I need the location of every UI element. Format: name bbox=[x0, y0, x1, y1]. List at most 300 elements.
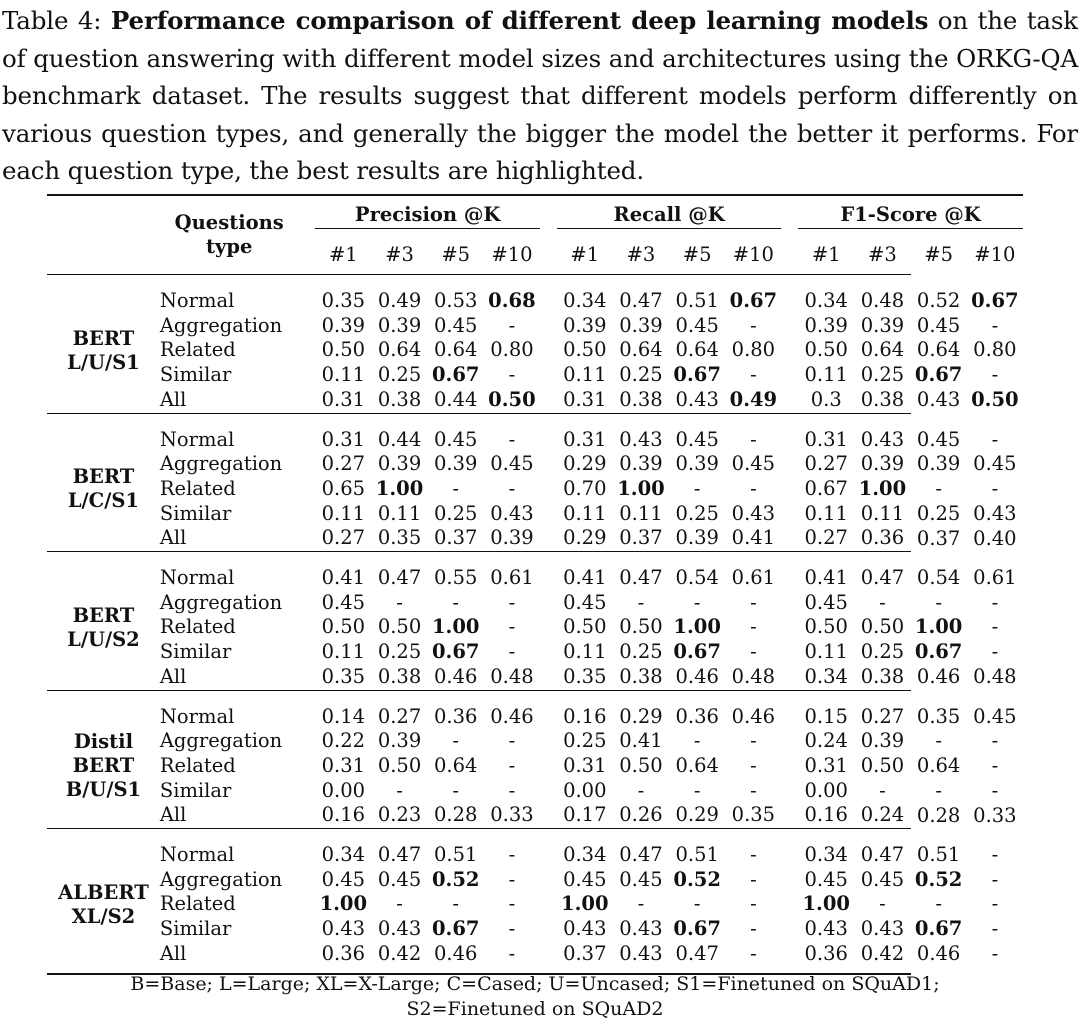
group-spacer bbox=[47, 552, 1023, 567]
value-cell: 0.25 bbox=[377, 363, 422, 387]
value-cell: 0.46 bbox=[675, 664, 719, 688]
value-cell: 0.14 bbox=[321, 704, 366, 728]
value-cell: 0.25 bbox=[619, 363, 663, 387]
value-cell: 0.47 bbox=[619, 843, 663, 867]
value-cell: 0.50 bbox=[377, 615, 422, 639]
value-cell: 0.50 bbox=[488, 387, 536, 411]
k-header: #10 bbox=[491, 242, 533, 266]
group-rule bbox=[47, 690, 911, 705]
value-cell: - bbox=[991, 313, 999, 337]
value-cell: 0.36 bbox=[804, 941, 848, 965]
value-cell: 1.00 bbox=[375, 476, 424, 500]
value-cell: - bbox=[693, 476, 701, 500]
value-cell: 0.50 bbox=[860, 615, 905, 639]
value-cell: 0.46 bbox=[434, 941, 478, 965]
value-cell: 0.31 bbox=[321, 387, 366, 411]
value-cell: 1.00 bbox=[561, 892, 609, 916]
value-cell: 0.43 bbox=[619, 941, 663, 965]
value-cell: 0.25 bbox=[377, 640, 422, 664]
column-gap bbox=[540, 843, 557, 868]
column-gap bbox=[540, 338, 557, 363]
column-gap bbox=[299, 917, 316, 942]
column-gap bbox=[299, 452, 316, 477]
column-gap bbox=[540, 917, 557, 942]
value-cell: 0.47 bbox=[860, 843, 905, 867]
value-cell: 0.43 bbox=[804, 917, 848, 941]
f1-header bbox=[798, 195, 1023, 236]
value-cell: 0.46 bbox=[916, 941, 961, 965]
value-cell: 0.43 bbox=[563, 917, 607, 941]
value-cell: 0.52 bbox=[916, 289, 961, 312]
column-gap bbox=[540, 452, 557, 477]
value-cell: 0.67 bbox=[673, 640, 721, 664]
k-header: #3 bbox=[626, 242, 656, 266]
value-cell: 0.35 bbox=[321, 289, 366, 312]
value-cell: 0.53 bbox=[434, 289, 478, 312]
value-cell: 0.11 bbox=[804, 501, 848, 525]
value-cell: 0.67 bbox=[804, 476, 848, 500]
column-gap bbox=[540, 729, 557, 754]
table-row bbox=[47, 502, 1023, 527]
value-cell: - bbox=[396, 590, 403, 614]
value-cell: - bbox=[508, 427, 516, 451]
group-rule bbox=[47, 552, 911, 567]
column-gap bbox=[781, 843, 798, 868]
value-cell: 0.67 bbox=[914, 917, 963, 941]
value-cell: - bbox=[991, 778, 999, 802]
model-name: BERT L/U/S2 bbox=[67, 603, 140, 651]
value-cell: 0.50 bbox=[563, 338, 607, 362]
value-cell: 0.24 bbox=[804, 729, 848, 753]
value-cell: 0.39 bbox=[860, 729, 905, 753]
value-cell: 0.50 bbox=[377, 753, 422, 777]
value-cell: 0.50 bbox=[804, 615, 848, 639]
value-cell: 0.54 bbox=[675, 566, 719, 590]
question-type-cell: Related bbox=[159, 338, 236, 362]
column-gap bbox=[299, 640, 316, 665]
value-cell: 0.25 bbox=[860, 640, 905, 664]
column-gap bbox=[299, 754, 316, 779]
value-cell: - bbox=[991, 917, 999, 941]
value-cell: 0.27 bbox=[321, 452, 366, 476]
value-cell: - bbox=[935, 729, 942, 753]
value-cell: 0.64 bbox=[675, 753, 719, 777]
column-gap bbox=[781, 289, 798, 314]
column-gap bbox=[540, 289, 557, 314]
value-cell: 0.67 bbox=[431, 363, 480, 387]
value-cell: 0.50 bbox=[860, 753, 905, 777]
column-gap bbox=[540, 236, 557, 275]
column-gap bbox=[781, 236, 798, 275]
column-gap bbox=[781, 338, 798, 363]
value-cell: 0.50 bbox=[619, 615, 663, 639]
value-cell: 0.67 bbox=[673, 917, 721, 941]
value-cell: 0.43 bbox=[377, 917, 422, 941]
value-cell: 0.11 bbox=[804, 640, 848, 664]
table-caption bbox=[2, 2, 1078, 190]
value-cell: 0.39 bbox=[619, 313, 663, 337]
model-name: BERT L/U/S1 bbox=[67, 326, 140, 374]
value-cell: 1.00 bbox=[858, 476, 907, 500]
group-spacer bbox=[47, 829, 1023, 844]
value-cell: - bbox=[991, 640, 999, 664]
value-cell: 0.52 bbox=[431, 867, 480, 891]
column-gap bbox=[781, 665, 798, 690]
table-row bbox=[47, 363, 1023, 388]
footnote-line-1: B=Base; L=Large; XL=X-Large; C=Cased; U=Uncased; S1=Finetuned on SQuAD1; bbox=[130, 973, 940, 995]
column-gap bbox=[299, 477, 316, 502]
column-gap bbox=[299, 338, 316, 363]
value-cell: 0.43 bbox=[973, 501, 1017, 525]
value-cell: 0.64 bbox=[916, 753, 961, 777]
value-cell: - bbox=[991, 892, 999, 916]
value-cell: 0.43 bbox=[860, 427, 905, 451]
value-cell: 0.43 bbox=[916, 388, 961, 412]
value-cell: 0.39 bbox=[619, 452, 663, 476]
results-table bbox=[47, 194, 1023, 975]
value-cell: - bbox=[991, 941, 999, 965]
column-gap bbox=[299, 236, 316, 275]
value-cell: 0.39 bbox=[675, 526, 719, 550]
column-gap bbox=[781, 754, 798, 779]
value-cell: 0.11 bbox=[321, 640, 366, 664]
question-type-cell: All bbox=[159, 526, 187, 550]
value-cell: 0.24 bbox=[860, 803, 905, 827]
table-row bbox=[47, 754, 1023, 779]
question-type-cell: Normal bbox=[159, 566, 235, 590]
value-cell: 0.45 bbox=[434, 313, 478, 337]
value-cell: 0.48 bbox=[731, 664, 776, 688]
value-cell: - bbox=[750, 843, 757, 867]
value-cell: 0.50 bbox=[619, 753, 663, 777]
table-row bbox=[47, 942, 1023, 967]
value-cell: 0.54 bbox=[916, 566, 961, 590]
value-cell: 0.38 bbox=[860, 387, 905, 411]
value-cell: - bbox=[750, 363, 757, 387]
value-cell: 0.31 bbox=[804, 427, 848, 451]
column-gap bbox=[781, 502, 798, 527]
value-cell: 0.41 bbox=[731, 526, 776, 550]
value-cell: - bbox=[508, 615, 516, 639]
question-type-header: Questions type bbox=[160, 195, 299, 275]
table-row bbox=[47, 452, 1023, 477]
value-cell: 0.25 bbox=[675, 501, 719, 525]
column-gap bbox=[299, 779, 316, 804]
value-cell: 0.36 bbox=[675, 704, 719, 728]
value-cell: - bbox=[508, 941, 516, 965]
value-cell: - bbox=[750, 729, 757, 753]
question-type-cell: Similar bbox=[159, 640, 232, 664]
question-type-cell: Similar bbox=[159, 363, 232, 387]
value-cell: 0.80 bbox=[731, 338, 776, 362]
value-cell: 0.25 bbox=[860, 363, 905, 387]
value-cell: 0.47 bbox=[860, 566, 905, 590]
column-gap bbox=[299, 363, 316, 388]
value-cell: - bbox=[879, 892, 886, 916]
value-cell: 0.67 bbox=[431, 640, 480, 664]
footnote-line-2: S2=Finetuned on SQuAD2 bbox=[406, 998, 664, 1020]
value-cell: 0.41 bbox=[563, 566, 607, 590]
value-cell: 0.38 bbox=[619, 387, 663, 411]
value-cell: 0.16 bbox=[563, 704, 607, 728]
value-cell: - bbox=[508, 476, 516, 500]
question-type-cell: Normal bbox=[159, 427, 235, 451]
value-cell: 0.34 bbox=[321, 843, 366, 867]
value-cell: - bbox=[750, 476, 757, 500]
caption-rest: on the task of question answering with different model sizes and architectures using the ORKG-QA benchmark dataset. The results suggest that different models perform differently on various question types, and generally the bigger the model the better it performs. For each question type, the best results are highlighted. bbox=[2, 6, 1079, 185]
value-cell: 0.44 bbox=[377, 427, 422, 451]
table-row bbox=[47, 868, 1023, 893]
caption-bold: Performance comparison of different deep learning models bbox=[110, 6, 929, 35]
question-type-cell: Related bbox=[159, 615, 236, 639]
question-type-cell: Normal bbox=[159, 843, 235, 867]
value-cell: 0.27 bbox=[377, 704, 422, 728]
value-cell: 0.46 bbox=[916, 665, 961, 689]
value-cell: 0.67 bbox=[914, 640, 963, 664]
value-cell: - bbox=[750, 640, 757, 664]
value-cell: - bbox=[991, 427, 999, 451]
table-row bbox=[47, 289, 1023, 314]
value-cell: 0.37 bbox=[619, 526, 663, 550]
value-cell: 0.39 bbox=[916, 452, 961, 476]
value-cell: 0.45 bbox=[804, 867, 848, 891]
value-cell: 0.45 bbox=[860, 867, 905, 891]
question-type-cell: Related bbox=[159, 476, 236, 500]
value-cell: 0.47 bbox=[619, 566, 663, 590]
group-spacer bbox=[47, 275, 1023, 290]
header-spacer bbox=[47, 236, 160, 275]
column-gap bbox=[540, 779, 557, 804]
column-gap bbox=[540, 591, 557, 616]
column-gap bbox=[781, 477, 798, 502]
column-gap bbox=[781, 942, 798, 967]
value-cell: 0.61 bbox=[490, 566, 534, 590]
value-cell: 0.67 bbox=[729, 289, 778, 312]
table-row bbox=[47, 892, 1023, 917]
column-gap bbox=[540, 566, 557, 591]
group-rule bbox=[47, 829, 911, 844]
value-cell: 0.39 bbox=[377, 313, 422, 337]
value-cell: 0.45 bbox=[973, 704, 1017, 728]
value-cell: 1.00 bbox=[617, 476, 665, 500]
precision-header-label: Precision @K bbox=[315, 203, 540, 229]
column-gap bbox=[299, 314, 316, 339]
value-cell: 0.68 bbox=[488, 289, 536, 312]
value-cell: 0.45 bbox=[619, 867, 663, 891]
value-cell: 0.64 bbox=[377, 338, 422, 362]
value-cell: - bbox=[750, 778, 757, 802]
value-cell: 0.80 bbox=[490, 338, 534, 362]
value-cell: 0.52 bbox=[914, 867, 963, 891]
value-cell: 0.45 bbox=[321, 590, 366, 614]
value-cell: - bbox=[991, 615, 999, 639]
table-row bbox=[47, 803, 1023, 828]
table-row bbox=[47, 338, 1023, 363]
value-cell: 0.11 bbox=[563, 501, 607, 525]
value-cell: 0.25 bbox=[563, 729, 607, 753]
value-cell: 0.43 bbox=[675, 387, 719, 411]
table-row bbox=[47, 917, 1023, 942]
value-cell: - bbox=[991, 476, 999, 500]
question-type-cell: All bbox=[159, 941, 187, 965]
value-cell: - bbox=[508, 867, 516, 891]
value-cell: - bbox=[508, 590, 516, 614]
column-gap bbox=[299, 665, 316, 690]
group-rule bbox=[47, 275, 911, 290]
value-cell: 0.43 bbox=[490, 501, 534, 525]
column-gap bbox=[540, 526, 557, 551]
value-cell: - bbox=[750, 590, 757, 614]
value-cell: - bbox=[508, 363, 516, 387]
value-cell: 0.64 bbox=[619, 338, 663, 362]
table-row bbox=[47, 591, 1023, 616]
value-cell: 0.39 bbox=[490, 526, 534, 550]
value-cell: 0.45 bbox=[377, 867, 422, 891]
question-type-cell: Aggregation bbox=[159, 867, 283, 891]
value-cell: - bbox=[452, 590, 460, 614]
value-cell: 0.45 bbox=[731, 452, 776, 476]
column-gap bbox=[781, 615, 798, 640]
value-cell: 0.55 bbox=[434, 566, 478, 590]
value-cell: - bbox=[452, 778, 460, 802]
k-header: #1 bbox=[570, 242, 600, 266]
value-cell: 0.41 bbox=[619, 729, 663, 753]
question-type-cell: All bbox=[159, 664, 187, 688]
value-cell: - bbox=[693, 729, 701, 753]
value-cell: 0.64 bbox=[675, 338, 719, 362]
column-gap bbox=[540, 942, 557, 967]
value-cell: - bbox=[693, 892, 701, 916]
column-gap bbox=[540, 665, 557, 690]
column-gap bbox=[299, 289, 316, 314]
value-cell: - bbox=[991, 590, 999, 614]
value-cell: 1.00 bbox=[431, 615, 480, 639]
value-cell: 0.45 bbox=[804, 590, 848, 614]
column-gap bbox=[540, 388, 557, 413]
value-cell: 0.39 bbox=[563, 313, 607, 337]
value-cell: 0.28 bbox=[434, 803, 478, 827]
value-cell: 0.47 bbox=[619, 289, 663, 312]
results-table-wrapper bbox=[47, 194, 1023, 975]
value-cell: 0.43 bbox=[321, 917, 366, 941]
question-type-cell: Related bbox=[159, 753, 236, 777]
k-header: #3 bbox=[385, 242, 414, 266]
value-cell: - bbox=[750, 892, 757, 916]
group-spacer bbox=[47, 413, 1023, 428]
value-cell: - bbox=[879, 778, 886, 802]
value-cell: 0.23 bbox=[377, 803, 422, 827]
value-cell: 0.45 bbox=[973, 452, 1017, 476]
value-cell: - bbox=[991, 843, 999, 867]
value-cell: 0.45 bbox=[563, 867, 607, 891]
value-cell: 0.39 bbox=[860, 452, 905, 476]
value-cell: 0.51 bbox=[916, 843, 961, 867]
table-row bbox=[47, 388, 1023, 413]
value-cell: - bbox=[693, 590, 701, 614]
value-cell: 0.34 bbox=[563, 289, 607, 312]
value-cell: 0.47 bbox=[675, 941, 719, 965]
value-cell: - bbox=[508, 917, 516, 941]
value-cell: 0.67 bbox=[431, 917, 480, 941]
value-cell: 0.42 bbox=[860, 941, 905, 965]
value-cell: 0.39 bbox=[860, 313, 905, 337]
value-cell: 0.42 bbox=[377, 941, 422, 965]
recall-header-label: Recall @K bbox=[557, 203, 782, 229]
value-cell: 0.38 bbox=[377, 387, 422, 411]
value-cell: - bbox=[879, 590, 886, 614]
question-type-cell: Normal bbox=[159, 289, 235, 312]
value-cell: 0.48 bbox=[490, 664, 534, 688]
value-cell: 0.35 bbox=[731, 803, 776, 827]
question-type-cell: Aggregation bbox=[159, 313, 283, 337]
column-gap bbox=[299, 388, 316, 413]
value-cell: 0.22 bbox=[321, 729, 366, 753]
column-gap bbox=[540, 640, 557, 665]
column-gap bbox=[781, 917, 798, 942]
group-rule bbox=[47, 413, 911, 428]
value-cell: 0.40 bbox=[973, 526, 1017, 550]
table-row bbox=[47, 665, 1023, 690]
column-gap bbox=[781, 363, 798, 388]
column-gap bbox=[540, 868, 557, 893]
column-gap bbox=[299, 868, 316, 893]
table-row bbox=[47, 640, 1023, 665]
table-row bbox=[47, 314, 1023, 339]
column-gap bbox=[299, 615, 316, 640]
value-cell: 0.27 bbox=[860, 704, 905, 728]
value-cell: 0.70 bbox=[563, 476, 607, 500]
table-row bbox=[47, 477, 1023, 502]
value-cell: 0.39 bbox=[377, 452, 422, 476]
value-cell: 0.49 bbox=[377, 289, 422, 312]
value-cell: 0.39 bbox=[434, 452, 478, 476]
value-cell: 0.38 bbox=[619, 664, 663, 688]
column-gap bbox=[299, 705, 316, 730]
column-gap bbox=[540, 803, 557, 828]
f1-header-label: F1-Score @K bbox=[798, 203, 1023, 229]
value-cell: 0.11 bbox=[377, 501, 422, 525]
value-cell: - bbox=[452, 892, 460, 916]
value-cell: - bbox=[508, 313, 516, 337]
value-cell: 0.41 bbox=[321, 566, 366, 590]
value-cell: 0.43 bbox=[860, 917, 905, 941]
value-cell: - bbox=[991, 867, 999, 891]
value-cell: - bbox=[991, 363, 999, 387]
value-cell: 0.34 bbox=[804, 843, 848, 867]
value-cell: - bbox=[750, 753, 757, 777]
value-cell: - bbox=[750, 917, 757, 941]
value-cell: 0.29 bbox=[619, 704, 663, 728]
table-row bbox=[47, 566, 1023, 591]
value-cell: 0.67 bbox=[914, 363, 963, 387]
column-gap bbox=[299, 428, 316, 453]
value-cell: 0.37 bbox=[916, 526, 961, 550]
value-cell: - bbox=[637, 892, 645, 916]
value-cell: - bbox=[508, 843, 516, 867]
value-cell: 0.50 bbox=[321, 338, 366, 362]
value-cell: 0.11 bbox=[321, 501, 366, 525]
value-cell: 0.31 bbox=[563, 387, 607, 411]
column-gap bbox=[781, 591, 798, 616]
value-cell: 0.48 bbox=[973, 665, 1017, 689]
value-cell: 0.50 bbox=[321, 615, 366, 639]
table-row bbox=[47, 526, 1023, 551]
value-cell: 0.65 bbox=[321, 476, 366, 500]
column-gap bbox=[299, 942, 316, 967]
value-cell: 0.61 bbox=[973, 566, 1017, 590]
value-cell: - bbox=[693, 778, 701, 802]
question-type-cell: Similar bbox=[159, 501, 232, 525]
